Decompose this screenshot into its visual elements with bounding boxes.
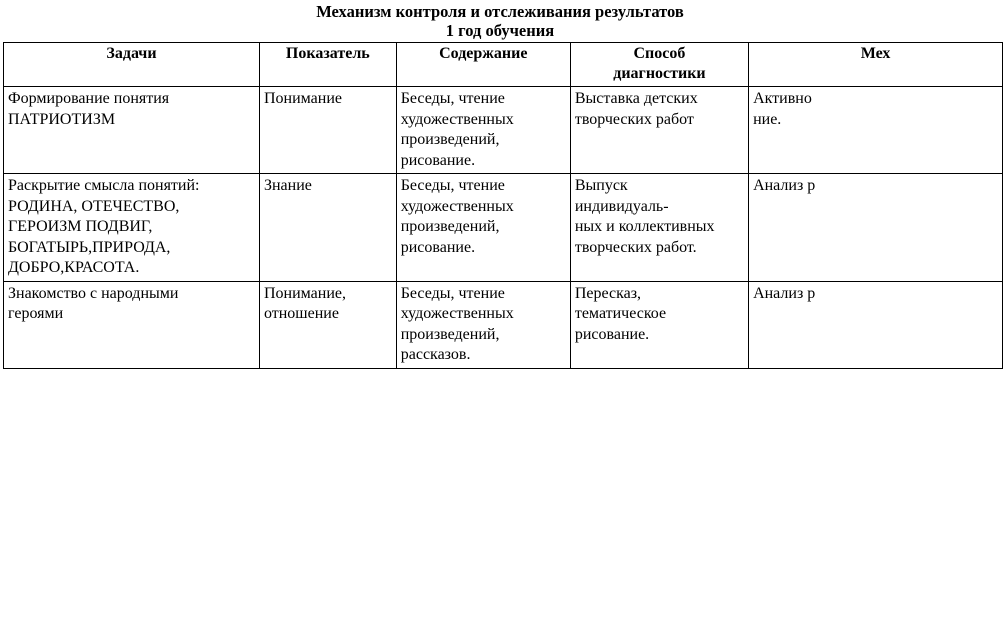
cell-line: РОДИНА, ОТЕЧЕСТВО, bbox=[8, 197, 180, 215]
header-diagnostics-method bbox=[570, 43, 748, 87]
table-cell-content bbox=[396, 281, 570, 368]
cell-line: Выпуск bbox=[574, 177, 628, 194]
document-title: Механизм контроля и отслеживания результатов bbox=[316, 2, 684, 21]
table-cell-content bbox=[396, 174, 570, 282]
cell-line: Беседы, чтение bbox=[400, 284, 505, 302]
cell-line: ГЕРОИЗМ ПОДВИГ, bbox=[8, 218, 153, 235]
table-cell-indicator bbox=[259, 174, 396, 282]
table-cell-mechanism bbox=[749, 87, 1003, 174]
table-cell-diagnostics bbox=[570, 174, 748, 282]
cell-line: Анализ р bbox=[753, 177, 816, 194]
cell-line: художественных bbox=[400, 110, 514, 128]
table-cell-diagnostics bbox=[570, 281, 748, 368]
cell-line: рисование. bbox=[574, 325, 650, 343]
cell-line: Выставка детских bbox=[574, 90, 698, 107]
document-subtitle: 1 год обучения bbox=[445, 21, 555, 40]
cell-line: Показатель bbox=[285, 45, 370, 62]
cell-line: рисование. bbox=[400, 238, 476, 256]
cell-line: Беседы, чтение bbox=[400, 177, 505, 194]
header-mechanism bbox=[749, 43, 1003, 87]
table-cell-tasks bbox=[4, 281, 260, 368]
table-row bbox=[4, 174, 1003, 282]
cell-line: героями bbox=[8, 305, 64, 322]
header-tasks bbox=[4, 43, 260, 87]
cell-line: индивидуаль- bbox=[574, 197, 669, 215]
table-header-row bbox=[4, 43, 1003, 87]
table-cell-indicator bbox=[259, 87, 396, 174]
cell-line: Знакомство с народными bbox=[8, 284, 179, 302]
cell-line: Активно bbox=[753, 90, 812, 107]
header-indicator bbox=[259, 43, 396, 87]
cell-line: тематическое bbox=[574, 305, 667, 322]
results-table bbox=[3, 42, 1003, 369]
table-cell-mechanism bbox=[749, 174, 1003, 282]
cell-line: рисование. bbox=[400, 151, 476, 169]
table-cell-mechanism bbox=[749, 281, 1003, 368]
cell-line: Пересказ, bbox=[574, 284, 642, 302]
cell-line: художественных bbox=[400, 197, 514, 215]
cell-line: творческих работ bbox=[574, 110, 694, 128]
table-cell-indicator bbox=[259, 281, 396, 368]
cell-line: Знание bbox=[263, 177, 312, 194]
cell-line: Содержание bbox=[439, 45, 528, 62]
table-row bbox=[4, 87, 1003, 174]
cell-line: диагностики bbox=[613, 65, 706, 82]
cell-line: Способ bbox=[633, 45, 686, 62]
cell-line: Понимание, bbox=[263, 284, 346, 302]
cell-line: произведений, bbox=[400, 218, 500, 235]
cell-line: Задачи bbox=[106, 45, 157, 62]
header-content bbox=[396, 43, 570, 87]
cell-line: ных и коллективных bbox=[574, 218, 715, 235]
cell-line: Понимание bbox=[263, 90, 342, 107]
cell-line: Мех bbox=[860, 45, 891, 62]
cell-line: произведений, bbox=[400, 325, 500, 343]
cell-line: БОГАТЫРЬ,ПРИРОДА, bbox=[8, 238, 171, 256]
table-cell-tasks bbox=[4, 174, 260, 282]
cell-line: ДОБРО,КРАСОТА. bbox=[8, 259, 140, 276]
cell-line: Беседы, чтение bbox=[400, 90, 505, 107]
cell-line: Раскрытие смысла понятий: bbox=[8, 177, 200, 194]
cell-line: творческих работ. bbox=[574, 238, 697, 256]
cell-line: отношение bbox=[263, 305, 339, 322]
table-cell-content bbox=[396, 87, 570, 174]
cell-line: ПАТРИОТИЗМ bbox=[8, 110, 116, 128]
table-cell-diagnostics bbox=[570, 87, 748, 174]
cell-line: Анализ р bbox=[753, 284, 816, 302]
table-row bbox=[4, 281, 1003, 368]
cell-line: Формирование понятия bbox=[8, 90, 170, 107]
cell-line: рассказов. bbox=[400, 346, 471, 363]
cell-line: художественных bbox=[400, 305, 514, 322]
cell-line: ние. bbox=[753, 110, 782, 128]
table-cell-tasks bbox=[4, 87, 260, 174]
cell-line: произведений, bbox=[400, 131, 500, 148]
